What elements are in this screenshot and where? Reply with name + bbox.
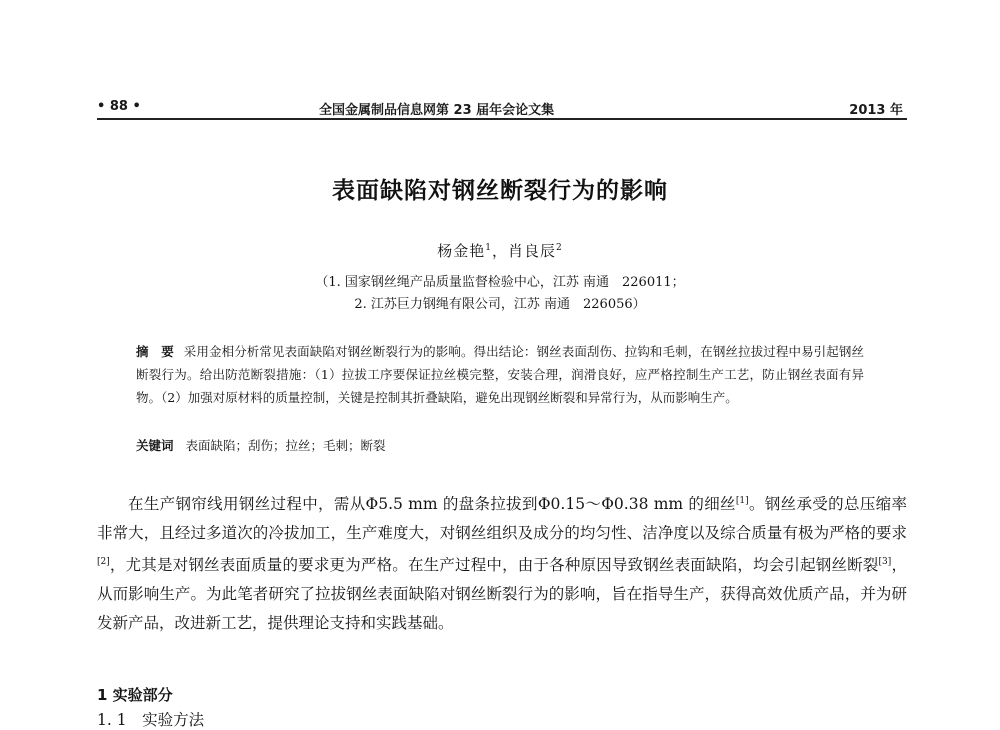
abstract-label: 摘 要 bbox=[136, 344, 174, 359]
author-name: 杨金艳 bbox=[437, 242, 486, 260]
author-separator: ， bbox=[491, 242, 508, 260]
section-heading: 1 实验部分 bbox=[97, 686, 173, 704]
citation-ref: [3] bbox=[878, 557, 892, 568]
affiliation-line: 2. 江苏巨力钢绳有限公司，江苏 南通 226056） bbox=[354, 297, 646, 312]
body-text: 在生产钢帘线用钢丝过程中，需从Φ5.5 mm 的盘条拉拔到Φ0.15～Φ0.38 mm 的细丝 bbox=[128, 495, 736, 514]
abstract-text: 采用金相分析常见表面缺陷对钢丝断裂行为的影响。得出结论：钢丝表面刮伤、拉钩和毛刺，在钢丝拉拔过程中易引起钢丝断裂行为。给出防范断裂措施：（1）拉拔工序要保证拉丝模完整，安装合理，润滑良好，应严格控制生产工艺，防止钢丝表面有异物。（2）加强对原材料的质量控制，关键是控制其折叠缺陷，避免出现钢丝断裂和异常行为，从而影响生产。 bbox=[136, 344, 864, 405]
paper-title: 表面缺陷对钢丝断裂行为的影响 bbox=[332, 178, 668, 204]
publication-year: 2013 年 bbox=[849, 103, 903, 118]
author-line bbox=[0, 240, 1000, 261]
intro-paragraph bbox=[97, 487, 907, 638]
keywords bbox=[136, 436, 864, 454]
page-number: • 88 • bbox=[97, 99, 141, 114]
body-text: ，尤其是对钢丝表面质量的要求更为严格。在生产过程中，由于各种原因导致钢丝表面缺陷，均会引起钢丝断裂 bbox=[109, 556, 879, 575]
journal-name: 全国金属制品信息网第 23 届年会论文集 bbox=[319, 103, 555, 118]
abstract bbox=[136, 340, 864, 409]
header-rule bbox=[97, 118, 907, 120]
citation-ref: [2] bbox=[97, 557, 110, 568]
body-text: 。钢丝承受的总压缩率非常大，且经过多道次的冷拔加工，生产难度大，对钢丝组织及成分的均匀性、洁净度以及综合质量有极为严格的要求 bbox=[97, 495, 907, 543]
keywords-text: 表面缺陷；刮伤；拉丝；毛刺；断裂 bbox=[185, 438, 386, 453]
author-name: 肖良辰 bbox=[508, 242, 557, 260]
affiliation-mark: 1 bbox=[485, 243, 492, 253]
citation-ref: [1] bbox=[735, 496, 749, 506]
body-text: ，从而影响生产。为此笔者研究了拉拔钢丝表面缺陷对钢丝断裂行为的影响，旨在指导生产，获得高效优质产品，并为研发新产品，改进新工艺，提供理论支持和实践基础。 bbox=[97, 556, 907, 633]
running-header bbox=[97, 99, 907, 119]
keywords-label: 关键词 bbox=[136, 438, 174, 453]
affiliation-mark: 2 bbox=[556, 243, 563, 253]
affiliation-line: （1. 国家钢丝绳产品质量监督检验中心，江苏 南通 226011； bbox=[315, 275, 685, 290]
subsection-heading: 1. 1 实验方法 bbox=[97, 711, 205, 729]
